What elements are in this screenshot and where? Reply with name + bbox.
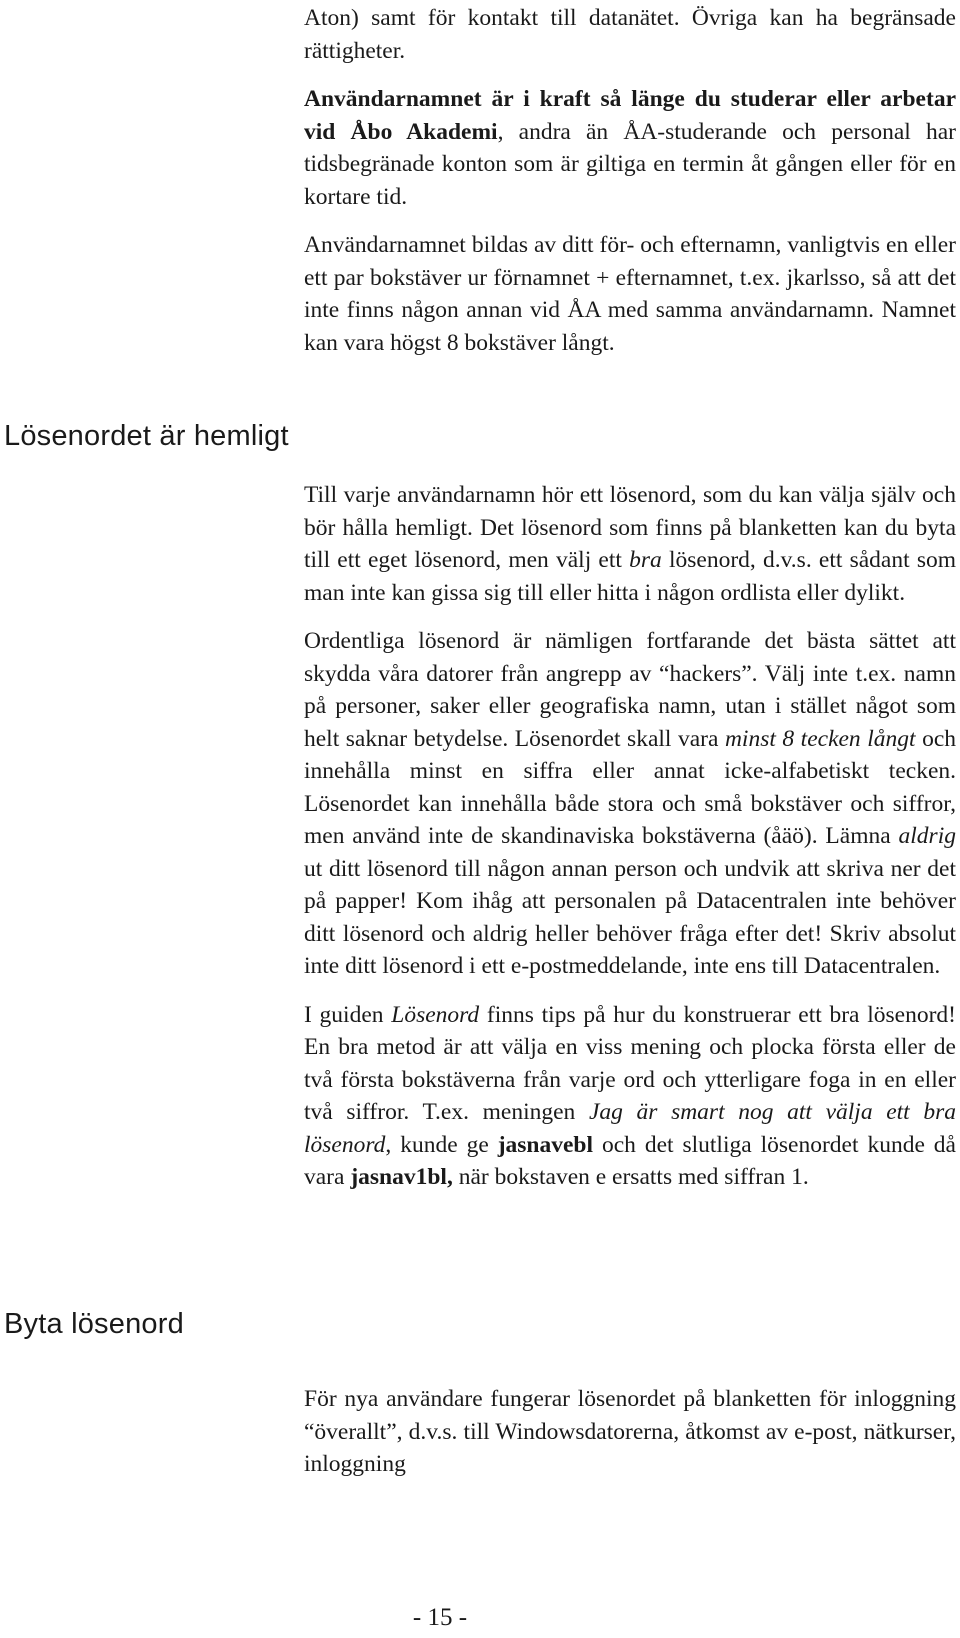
text-run: Till varje användarnamn hör ett lösenord, som du kan välja själv och bör hålla hemligt. Det lösenord som finns på blanketten kan du byta till ett eget lösenord, men välj ett xyxy=(304,482,956,573)
italic-run: bra xyxy=(629,547,662,573)
italic-run: Jag är smart nog att välja ett bra lösenord xyxy=(304,1099,956,1158)
bold-run: jasnavebl xyxy=(497,1131,594,1158)
text-run: och innehålla minst en siffra eller annat icke-alfabetiskt tecken. Lösenordet kan innehålla både stora och små bokstäver och siffror, men använd inte de skandinaviska bokstäverna (åäö). Lämna xyxy=(304,725,956,849)
text-run: och det slutliga lösenordet kunde då vara xyxy=(304,1131,956,1190)
change-password-block xyxy=(304,1383,956,1481)
bold-run: jasnav1bl, xyxy=(350,1164,453,1190)
change-password-paragraph-1: För nya användare fungerar lösenordet på blanketten för inloggning “överallt”, d.v.s. till Windowsdatorerna, åtkomst av e-post, nätkurser, inloggning xyxy=(304,1386,956,1477)
text-run: , kunde ge xyxy=(385,1131,498,1158)
password-paragraph-1 xyxy=(304,479,956,609)
text-run: ut ditt lösenord till någon annan person och undvik att skriva ner det på papper! Kom ihåg att personalen på Datacentralen inte behöver ditt lösenord och aldrig heller behöver fråga efter det! Skriv absolut inte ditt lösenord i ett e-postmeddelande, inte ens till Datacentralen. xyxy=(304,855,956,979)
intro-block xyxy=(304,2,956,359)
text-run: när bokstaven e ersatts med siffran 1. xyxy=(452,1164,809,1190)
intro-paragraph-1: Aton) samt för kontakt till datanätet. Övriga kan ha begränsade rättigheter. xyxy=(304,5,956,64)
text-run: Ordentliga lösenord är nämligen fortfarande det bästa sättet att skydda våra datorer från angrepp av “hackers”. Välj inte t.ex. namn på personer, saker eller geografiska namn, utan i stället något som helt saknar betydelse. Lösenordet skall vara xyxy=(304,628,956,752)
text-run: I guiden xyxy=(304,1001,392,1028)
password-paragraph-2 xyxy=(304,625,956,983)
section-heading-change-password: Byta lösenord xyxy=(4,1308,184,1340)
password-paragraph-3 xyxy=(304,999,956,1194)
text-run: finns tips på hur du konstruerar ett bra lösenord! En bra metod är att välja en viss mening och plocka första eller de två första bokstäverna från varje ord och ytterligare foga in en eller två siffror. T.ex. meningen xyxy=(304,1001,956,1125)
intro-paragraph-3: Användarnamnet bildas av ditt för- och efternamn, vanligtvis en eller ett par bokstäver ur förnamnet + efternamnet, t.ex. jkarlsso, så att det inte finns någon annan vid ÅA med samma användarnamn. Namnet kan vara högst 8 bokstäver långt. xyxy=(304,232,956,356)
italic-run: aldrig xyxy=(898,823,956,849)
password-secret-block xyxy=(304,479,956,1194)
italic-run: minst 8 tecken långt xyxy=(724,725,916,752)
section-heading-password-secret: Lösenordet är hemligt xyxy=(4,420,289,452)
intro-paragraph-2 xyxy=(304,83,956,213)
page-number: - 15 - xyxy=(412,1604,468,1631)
intro-paragraph-2-rest: , andra än ÅA-studerande och personal har tidsbegränade konton som är giltiga en termin åt gången eller för en kortare tid. xyxy=(304,118,956,210)
text-run: lösenord, d.v.s. ett sådant som man inte kan gissa sig till eller hitta i någon ordlista eller dylikt. xyxy=(304,547,956,606)
account-validity-emphasis: Användarnamnet är i kraft så länge du studerar eller arbetar vid Åbo Akademi xyxy=(304,86,956,145)
italic-run: Lösenord xyxy=(391,1001,480,1028)
